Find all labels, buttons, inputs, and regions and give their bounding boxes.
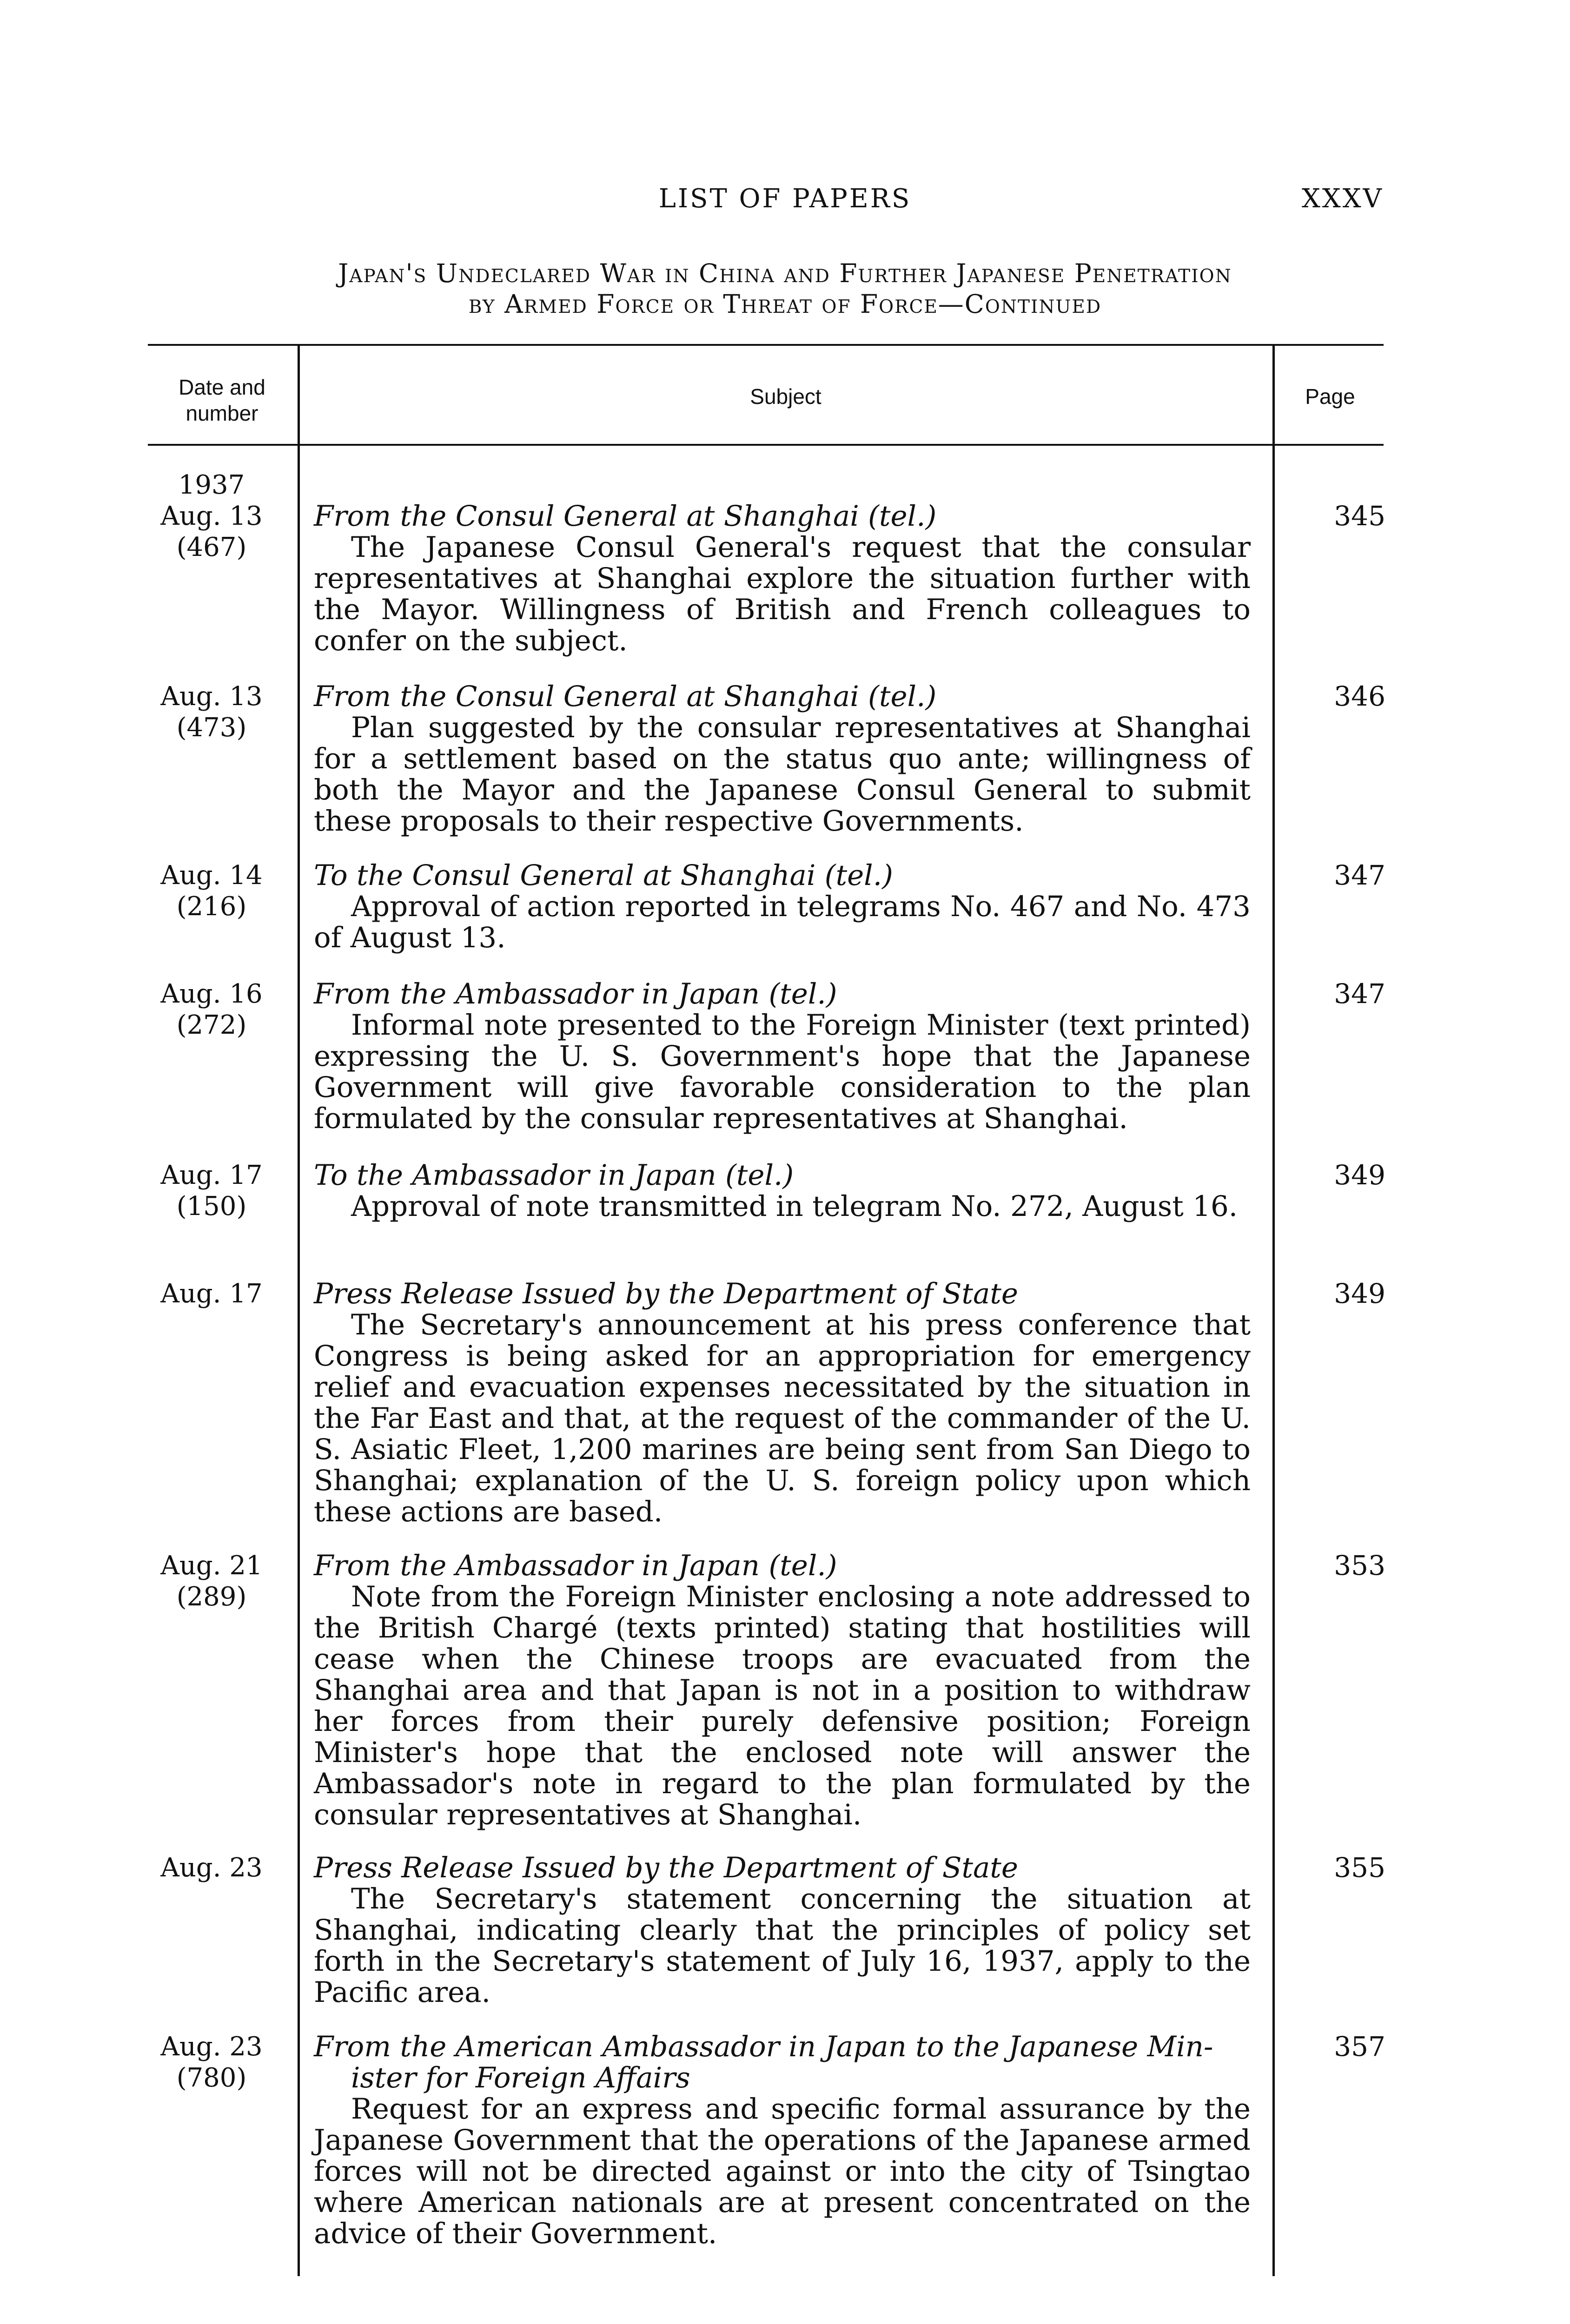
entry-date: Aug. 17 (150): [160, 1160, 263, 1221]
table-header-rule: [148, 444, 1384, 446]
section-title-line2: by Armed Force or Threat of Force—Continued: [468, 289, 1102, 319]
entry-heading-continued: ister for Foreign Affairs: [351, 2061, 690, 2094]
page-column-divider: [1272, 345, 1275, 2276]
entry-body: Request for an express and specific formal assurance by the Japanese Government that the operations of the Japanese armed forces will not be directed against or into the city of Tsingtao where American nationals are at present concentrated on the advice of their Government.: [314, 2093, 1251, 2250]
entry-subject: [314, 2031, 1251, 2249]
entry-page: 357: [1334, 2031, 1385, 2062]
entry-body: Note from the Foreign Minister enclosing a note addressed to the British Chargé (texts printed) stating that hostilities will cease when the Chinese troops are evacuated from the Shanghai area and that Japan is not in a position to withdraw her forces from their purely defensive position; Foreign Minister's hope that the enclosed note will answer the Ambassador's note in regard to the plan formulated by the consular representatives at Shanghai.: [314, 1580, 1251, 1831]
entry-heading: From the Consul General at Shanghai (tel.): [314, 500, 937, 533]
entry-body: The Secretary's announcement at his press conference that Congress is being asked for an appropriation for emergency relief and evacuation expenses necessitated by the situation in the Far East and that, at the request of the commander of the U. S. Asiatic Fleet, 1,200 marines are being sent from San Diego to Shanghai; explanation of the U. S. foreign policy upon which these actions are based.: [314, 1308, 1251, 1528]
section-title: [0, 258, 1570, 319]
entry-date: Aug. 13 (467): [160, 501, 263, 562]
entry-page: 347: [1334, 978, 1385, 1010]
column-header-date: Date and number: [179, 375, 265, 425]
entry-page: 349: [1334, 1159, 1385, 1191]
entry-body: Approval of note transmitted in telegram No. 272, August 16.: [351, 1190, 1238, 1223]
entry-date: Aug. 23 (780): [160, 2032, 263, 2093]
entry-page: 353: [1334, 1550, 1385, 1581]
running-title: LIST OF PAPERS: [658, 184, 912, 214]
entry-subject: [314, 1852, 1251, 2008]
entry-page: 345: [1334, 500, 1385, 532]
entry-heading: To the Consul General at Shanghai (tel.): [314, 859, 893, 892]
entry-heading: From the Ambassador in Japan (tel.): [314, 977, 837, 1010]
page-numeral: XXXV: [1301, 184, 1384, 214]
entry-page: 349: [1334, 1278, 1385, 1309]
entry-date: Aug. 17: [160, 1279, 263, 1309]
column-header-page: Page: [1305, 384, 1355, 409]
date-column-divider: [298, 345, 300, 2276]
entry-page: 347: [1334, 859, 1385, 891]
entry-body: The Secretary's statement concerning the situation at Shanghai, indicating clearly that the principles of policy set forth in the Secretary's statement of July 16, 1937, apply to the Pacific area.: [314, 1882, 1251, 2009]
entry-date: Aug. 21 (289): [160, 1551, 263, 1612]
table-top-rule: [148, 344, 1384, 346]
entry-heading: From the Ambassador in Japan (tel.): [314, 1549, 837, 1582]
entry-date: Aug. 14 (216): [160, 860, 263, 922]
column-header-subject: Subject: [750, 384, 821, 409]
entry-heading: Press Release Issued by the Department of State: [314, 1277, 1019, 1310]
entry-body: The Japanese Consul General's request that the consular representatives at Shanghai explore the situation further with the Mayor. Willingness of British and French colleagues to confer on the subject.: [314, 531, 1251, 657]
entry-subject: [314, 1550, 1251, 1830]
entry-subject: [314, 860, 1251, 953]
entry-heading: Press Release Issued by the Department of State: [314, 1851, 1019, 1884]
entry-page: 346: [1334, 680, 1385, 712]
entry-subject: [314, 1278, 1251, 1527]
section-title-line1: Japan's Undeclared War in China and Further Japanese Penetration: [338, 258, 1232, 288]
entry-heading: To the Ambassador in Japan (tel.): [314, 1159, 794, 1192]
entry-subject: [314, 501, 1251, 656]
entry-heading: From the Consul General at Shanghai (tel.): [314, 680, 937, 713]
entry-subject: [314, 1160, 1251, 1222]
entry-date: Aug. 23: [160, 1853, 263, 1883]
entry-body: Informal note presented to the Foreign Minister (text printed) expressing the U. S. Government's hope that the Japanese Government will give favorable consideration to the plan formulated by the consular representatives at Shanghai.: [314, 1009, 1251, 1135]
entry-subject: [314, 681, 1251, 837]
entry-heading: From the American Ambassador in Japan to the Japanese Min-: [314, 2030, 1213, 2063]
entry-page: 355: [1334, 1852, 1385, 1883]
year-label: 1937: [178, 470, 245, 500]
entry-date: Aug. 16 (272): [160, 979, 263, 1040]
entry-date: Aug. 13 (473): [160, 681, 263, 743]
entry-subject: [314, 978, 1251, 1134]
entry-body: Plan suggested by the consular representatives at Shanghai for a settlement based on the status quo ante; willingness of both the Mayor and the Japanese Consul General to submit these proposals to their respective Governments.: [314, 711, 1251, 838]
entry-body: Approval of action reported in telegrams No. 467 and No. 473 of August 13.: [314, 890, 1251, 954]
